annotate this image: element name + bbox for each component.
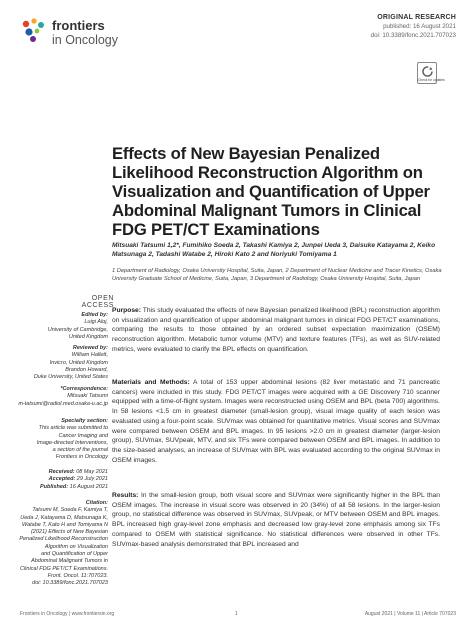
date-value: 29 July 2021 — [76, 476, 108, 483]
correspondence-email[interactable]: m-tatsumi@radiol.med.osaka-u.ac.jp — [18, 400, 108, 407]
date-label: Accepted: — [48, 476, 76, 483]
affiliations: 1 Department of Radiology, Osaka University Hospital, Suita, Japan, 2 Department of Nuclear Medicine and Tracer Kinetics, Osaka University Graduate School of Medicine, Suita, Japan, 3 Department of Radiology, Osaka University Hospital, Suita, Japan — [112, 268, 442, 282]
specialty-section — [16, 418, 108, 462]
editor-line: University of Cambridge, — [47, 326, 108, 333]
date-value: 08 May 2021 — [76, 469, 108, 475]
edited-by-section — [16, 312, 108, 341]
citation-line: (2021) Effects of New Bayesian — [30, 529, 108, 536]
citation-line: and Quantification of Upper — [41, 551, 108, 558]
logo-dot — [30, 36, 36, 42]
check-for-updates-badge[interactable] — [417, 62, 445, 84]
logo-dot — [38, 22, 44, 28]
citation-line: Tatsumi M, Soeda F, Kamiya T, — [32, 507, 108, 514]
results-heading: Results: — [112, 492, 139, 499]
journal-logo — [20, 12, 180, 52]
reviewed-by-section — [16, 345, 108, 381]
frontiers-logo-icon — [20, 16, 48, 44]
reviewer-line: Duke University, United States — [33, 374, 108, 381]
editor-line: Luigi Aloj, — [84, 319, 108, 326]
citation-line: Clinical FDG PET/CT Examinations. — [19, 565, 108, 572]
published-date-side — [16, 484, 108, 491]
date-label: Published: — [40, 483, 69, 490]
specialty-label: Specialty section: — [61, 418, 108, 424]
reviewed-by-label: Reviewed by: — [72, 345, 108, 351]
citation-line: Abdominal Malignant Tumors in — [31, 558, 108, 565]
abstract-purpose — [112, 306, 440, 355]
page-number: 1 — [235, 611, 238, 617]
specialty-line: Frontiers in Oncology — [55, 454, 108, 461]
correspondence-name: Mitsuaki Tatsumi — [67, 393, 108, 400]
author-list: Mitsuaki Tatsumi 1,2*, Fumihiko Soeda 2, Takashi Kamiya 2, Junpei Ueda 3, Daisuke Katayama 2, Keiko Matsunaga 2, Tadashi Watabe 2, Hiroki Kato 2 and Noriyuki Tomiyama 1 — [112, 242, 436, 258]
reviewer-line: Brandon Howard, — [65, 366, 108, 373]
logo-dot — [35, 29, 40, 34]
logo-journal-name: in Oncology — [52, 33, 119, 47]
citation-doi[interactable]: doi: 10.3389/fonc.2021.707023 — [32, 580, 108, 587]
purpose-heading: Purpose: — [112, 307, 141, 314]
footer-issue: August 2021 | Volume 11 | Article 707023 — [364, 611, 456, 617]
editor-line: United Kingdom — [68, 333, 108, 340]
specialty-line: a section of the journal — [52, 447, 108, 454]
logo-title: frontiers — [52, 18, 105, 33]
received-date — [16, 469, 108, 476]
citation-line: Front. Oncol. 11:707023. — [47, 572, 108, 579]
footer-journal[interactable]: Frontiers in Oncology | www.frontiersin.org — [20, 611, 115, 617]
specialty-line: Cancer Imaging and — [58, 432, 108, 439]
methods-text: A total of 153 upper abdominal lesions (82 liver metastatic and 71 pancreatic cancers) were included in this study. FDG PET/CT images were acquired with a GE Discovery 710 scanner equipped with a time-of-flight system. Images were reconstructed using OSEM and BPL (beta 700) algorithms. In 58 lesions <1.5 cm in greatest diameter (small-lesion group), visual image quality of each lesion was evaluated using a four-point scale. SUVmax was obtained for quantitative metrics. Visual scores and SUVmax were compared between OSEM and BPL images. In 95 lesions >2.0 cm in greatest diameter (larger-lesion group), SUVmax, SUVpeak, MTV, and six TFs were compared between OSEM and BPL images. In addition to the size-based analyses, an increase of SUVmax with BPL was evaluated according to the original SUVmax in OSEM images. — [112, 379, 440, 464]
dates-section — [16, 469, 108, 491]
citation-line: Algorithm on Visualization — [44, 543, 108, 550]
specialty-line: This article was submitted to — [38, 425, 108, 432]
article-type: ORIGINAL RESEARCH — [377, 14, 456, 21]
correspondence-label: *Correspondence: — [60, 386, 108, 392]
reviewer-line: William Hallett, — [71, 352, 108, 359]
abstract-results — [112, 491, 440, 549]
citation-line: Watabe T, Kato H and Tomiyama N — [21, 521, 108, 528]
article-meta — [306, 13, 456, 40]
article-doi[interactable]: doi: 10.3389/fonc.2021.707023 — [370, 32, 456, 39]
citation-line: Penalized Likelihood Reconstruction — [19, 536, 108, 543]
accepted-date — [16, 476, 108, 483]
edited-by-label: Edited by: — [81, 312, 108, 318]
results-text: In the small-lesion group, both visual score and SUVmax were significantly higher in the BPL than OSEM images. The increase in visual score was observed in 20 (34%) of all 58 lesions. In the larger-lesion group, no statistical difference was observed in SUVmax, SUVpeak, or MTV between OSEM and BPL images. BPL increased high gray-level zone emphasis and decreased low gray-level zone emphasis among six TFs compared to OSEM with statistical significance. No statistical differences were observed in other TFs. SUVmax-based analysis demonstrated that BPL increased and — [112, 492, 440, 548]
badge-label: Check for updates — [418, 78, 445, 82]
reviewer-line: Invicro, United Kingdom — [49, 359, 108, 366]
methods-heading: Materials and Methods: — [112, 379, 190, 386]
logo-dot — [23, 21, 29, 27]
citation-section — [16, 500, 108, 588]
citation-line: Ueda J, Katayama D, Matsunaga K, — [20, 514, 108, 521]
article-title: Effects of New Bayesian Penalized Likelihood Reconstruction Algorithm on Visualization and Quantification of Upper Abdominal Malignant Tumors in Clinical FDG PET/CT Examinations — [112, 144, 430, 239]
published-date: published: 16 August 2021 — [383, 23, 456, 30]
logo-dot — [25, 28, 32, 35]
date-label: Received: — [48, 469, 75, 475]
date-value: 16 August 2021 — [69, 483, 108, 490]
logo-dot — [31, 18, 36, 23]
abstract-methods — [112, 378, 440, 465]
open-access-label: OPEN ACCESS — [81, 295, 114, 309]
refresh-icon — [421, 65, 434, 78]
correspondence-section — [16, 386, 108, 408]
citation-label: Citation: — [85, 500, 108, 506]
specialty-line: Image-directed Interventions, — [36, 439, 108, 446]
purpose-text: This study evaluated the effects of new Bayesian penalized likelihood (BPL) reconstruction algorithm on visualization and quantification of upper abdominal malignant tumors in clinical FDG PET/CT examinations, comparing the results to those obtained by an ordered subset expectation maximization (OSEM) reconstruction algorithm. Metabolic tumor volume (MTV) and texture features (TFs), as well as SUV-related metrics, were evaluated to clarify the BPL effects on quantification. — [112, 307, 440, 353]
